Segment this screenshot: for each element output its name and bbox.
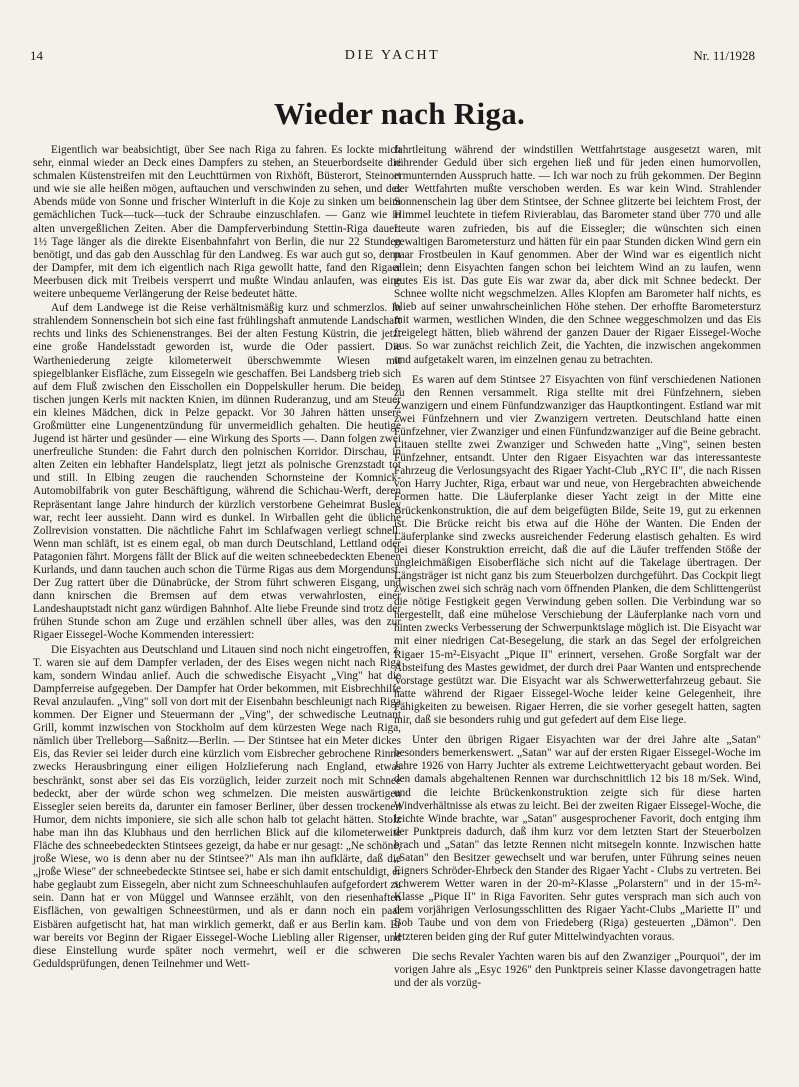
paragraph: Die sechs Revaler Yachten waren bis auf den Zwanziger „Pourquoi", der im vorigen Jahre als „Esyc 1926" den Punktpreis seiner Klasse davongetragen hatte und der als vorzüg- <box>394 950 761 989</box>
page-header <box>30 48 755 68</box>
page-number: 14 <box>30 48 43 63</box>
paragraph: Unter den übrigen Rigaer Eisyachten war der drei Jahre alte „Satan" besonders bemerkenswert. „Satan" war auf der ersten Rigaer Eissegel-Woche im Jahre 1926 von Harry Juchter als extreme Leichtwetteryacht gebaut worden. Bei den damals abgehaltenen Rennen war durchschnittlich 12 bis 18 m/Sek. Wind, und die leichte Brückenkonstruktion zeigte sich für diese harten Windverhältnisse als etwas zu leicht. Bei der zweiten Rigaer Eissegel-Woche, die leichte Winde brachte, war „Satan" ausgesprochener Favorit, doch entging ihm der Punktpreis dadurch, daß ihm kurz vor dem letzten Start der Steuerbolzen brach und „Satan" das letzte Rennen nicht mitsegeln konnte. Inzwischen hatte „Satan" den Besitzer gewechselt und war berufen, unter Führung seines neuen Eigners Schröder-Ehrbeck den Stander des Rigaer Yacht - Clubs zu vertreten. Bei schwerem Wetter waren in der 20-m²-Klasse „Polarstern" und in der 15-m²-Klasse „Pique II" in Riga Favoriten. Sehr gutes versprach man sich auch von dem vorjährigen Verlosungsschlitten des Rigaer Yacht-Clubs „Mariette II" und Bob Taube und von dem von Friedeberg (Riga) gesteuerten „Dämon". Den letzteren beiden ging der Ruf guter Mittelwindyachten voraus. <box>394 734 761 943</box>
paragraph: fahrtleitung während der windstillen Wettfahrtstage ausgesetzt waren, mit rührender Geduld über sich ergehen ließ und für jeden einen humorvollen, ermunternden Ausspruch hatte. — Ich war noch zu früh gekommen. Der Beginn der Wettfahrten mußte verschoben werden. Es war kein Wind. Strahlender Sonnenschein lag über dem Stintsee, der Schnee glitzerte bei leichtem Frost, der Himmel leuchtete in tiefem Rivierablau, das Barometer stand über 770 und alle Leute waren zufrieden, bis auf die Eissegler; die wünschten sich einen gewaltigen Barometersturz und hätten für ein paar Stunden dicken Wind gern ein paar Frostbeulen in Kauf genommen. Aber der Wind war es eigentlich nicht allein; denn Eisyachten fangen schon bei leichtem Wind an zu laufen, wenn gutes Eis ist. Das gute Eis war zwar da, aber dick mit Schnee bedeckt. Der Schnee wollte nicht wegschmelzen. Alles Klopfen am Barometer half nichts, es blieb auf seiner unwahrscheinlichen Höhe stehen. Der erhoffte Barometersturz mit warmen, westlichen Winden, die den Schnee weggeschmolzen und das Eis freigelegt hätten, blieb während der ganzen Dauer der Rigaer Eissegel-Woche aus. So war zunächst reichlich Zeit, die Yachten, die inzwischen angekommen und aufgetakelt waren, im einzelnen genau zu betrachten. <box>394 144 761 366</box>
right-column <box>394 144 761 990</box>
journal-name: DIE YACHT <box>344 48 441 63</box>
paragraph: Eigentlich war beabsichtigt, über See nach Riga zu fahren. Es lockte mich sehr, einmal wieder an Deck eines Dampfers zu stehen, an Steuerbordseite die schmalen Küstenstreifen mit den Leuchttürmen von Rixhöft, Büsterort, Steinort und wie sie alle heißen mögen, auftauchen und verschwinden zu sehen, und des Abends müde von Sonne und frischer Winterluft in die Koje zu sinken um beim gemächlichen Tuck—tuck—tuck der Schraube einzuschlafen. — Ganz wie in alten unvergeßlichen Zeiten. Aber die Dampferverbindung Stettin-Riga dauert 1½ Tage länger als die direkte Eisenbahnfahrt von Berlin, die nur 22 Stunden benötigt, und das gab den Ausschlag für den Landweg. Es war auch gut so, denn der Dampfer, mit dem ich eigentlich nach Riga gewollt hatte, fand den Rigaer Meerbusen dick mit Treibeis versperrt und mußte Windau anlaufen, was eine weitere unbequeme Verlängerung der Reise bedeutet hätte. <box>33 144 401 301</box>
issue-number: Nr. 11/1928 <box>693 48 755 63</box>
paragraph: Die Eisyachten aus Deutschland und Litauen sind noch nicht eingetroffen, z. T. waren sie auf dem Dampfer verladen, der des Eises wegen nicht nach Riga kam, sondern Windau anlief. Auch die schwedische Eisyacht „Ving" hat die Dampferreise aufgegeben. Der Dampfer hat Order bekommen, mit Eisbrechhilfe Reval anzulaufen. „Ving" soll von dort mit der Eisenbahn beschleunigt nach Riga kommen. Der Eigner und Steuermann der „Ving", der schwedische Leutnant Grill, kommt inzwischen von Stockholm auf dem kürzesten Wege nach Riga, nämlich über Trelleborg—Saßnitz—Berlin. — Der Stintsee hat ein Meter dickes Eis, das Revier sei leider durch eine kürzlich vom Eisbrecher gebrochene Rinne zwecks Herausbringung einer eiligen Holzlieferung nach England, etwas beschränkt, sonst aber sei das Eis vorzüglich, leider zurzeit noch mit Schnee bedeckt, aber der würde schon weg schmelzen. Die meisten auswärtigen Eissegler seien bereits da, darunter ein famoser Berliner, über dessen trockenen Humor, dem nichts imponiere, sie sich alle schon halb tot gelacht hätten. Stolz habe man ihn das Klubhaus und den herrlichen Blick auf die kilometerweite Fläche des schneebedeckten Stintsees gezeigt, da habe er nur gesagt: „Ne schöne, jroße Wiese, wo is denn aber nu der Stintsee?" Als man ihn aufklärte, daß die „jroße Wiese" der schneebedeckte Stintsee sei, habe er sich damit entschuldigt, er habe geglaubt zum Eissegeln, aber nicht zum Schneeschuhlaufen aufgefordert zu sein. Dann hat er von Müggel und Wannsee erzählt, von den riesenhaften Eisflächen, von gewaltigen Schneestürmen, und als er dann noch ein paar Eisbären aufgetischt hat, hat man wirklich gemerkt, daß er aus Berlin kam. Er war bereits vor Beginn der Rigaer Eissegel-Woche Liebling aller Rigenser, und diese Einstellung wurde später noch vermehrt, weil er die schweren Geduldsprüfungen, denen Teilnehmer und Wett- <box>33 643 401 970</box>
article-title: Wieder nach Riga. <box>273 96 526 131</box>
left-column <box>33 144 401 971</box>
paragraph: Es waren auf dem Stintsee 27 Eisyachten von fünf verschiedenen Nationen zu den Rennen versammelt. Riga stellte mit drei Fünfzehnern, sieben Zwanzigern und einem Fünfundzwanziger das Hauptkontingent. Estland war mit zwei Fünfzehnern und vier Zwanzigern vertreten. Deutschland hatte einen Fünfzehner, vier Zwanziger und einen Fünfundzwanziger auf die Beine gebracht. Litauen stellte zwei Zwanziger und Schweden hatte „Ving", seinen besten Fünfzehner, entsandt. Unter den Rigaer Eisyachten war das interessanteste Fahrzeug die Verlosungsyacht des Rigaer Yacht-Club „RYC II", die nach Rissen von Harry Juchter, Riga, erbaut war und neue, von Hergebrachten abweichende Formen hatte. Die Läuferplanke dieser Yacht zeigt in der Mitte eine Brückenkonstruktion, die auf dem beigefügten Bilde, Seite 19, gut zu erkennen ist. Die Brücke reicht bis etwa auf die Höhe der Wanten. Die Enden der Läuferplanke sind zwecks ausreichender Federung elastisch gehalten. Es wird bei dieser Konstruktion erreicht, daß die auf die Läufer treffenden Stöße der ungleichmäßigen Eisoberfläche sich nicht auf die Takelage übertragen. Der Längsträger ist nicht ganz bis zum Steuerbolzen durchgeführt. Das Cockpit liegt zwischen zwei sich schräg nach vorn öffnenden Planken, die dem Schlittengerüst die nötige Festigkeit gegen Verwindung geben sollen. Die Verbindung war so hergestellt, daß eine mühelose Verschiebung der Läuferplanke nach vorn und hinten zwecks Verbesserung der Schwerpunktslage möglich ist. Die Eisyacht war mit einer niedrigen Cat-Besegelung, die stark an das Segel der erfolgreichen Rigaer 15-m²-Eisyacht „Pique II" erinnert, versehen. Große Sorgfalt war der Absteifung des Mastes gewidmet, der durch drei Paar Wanten und entsprechende Vorstage gestützt war. Die Eisyacht war als Schwerwetterfahrzeug gebaut. Sie hatte während der Rigaer Eissegel-Woche leider keine Gelegenheit, ihre Fähigkeiten zu beweisen. Rigaer Herren, die sie vorher gesegelt hatten, sagten mir, daß sie besonders ruhig und gut gefedert auf dem Eise liege. <box>394 373 761 727</box>
paragraph: Auf dem Landwege ist die Reise verhältnismäßig kurz und schmerzlos. In strahlendem Sonnenschein bot sich eine fast frühlingshaft anmutende Landschaft rechts und links des Schienenstranges. Bei der alten Festung Küstrin, die jetzt eine große Handelsstadt geworden ist, wurde die Oder passiert. Die Wartheniederung zeigte kilometerweit überschwemmte Wiesen mit spiegelblanker Eisfläche, zum Eissegeln wie geschaffen. Bei Landsberg trieb sich auf dem Fluß zwischen den Eisschollen ein Doppelskuller herum. Die beiden tischen jungen Kerls mit nackten Knien, im dünnen Ruderanzug, und am Steuer ein kleines Mädchen, dick in Pelze gepackt. Vor 30 Jahren hätten unsere Großmütter eine Lungenentzündung für unvermeidlich gehalten. Die heutige Jugend ist härter und gesünder — eine Wirkung des Sports —. Dann folgen zwei unerfreuliche Stunden: die Fahrt durch den polnischen Korridor. Dirschau, in alten Zeiten ein lebhafter Handelsplatz, liegt jetzt als polnische Grenzstadt tot und still. In Elbing zeugen die rauchenden Schornsteine der Komnick-Automobilfabrik von guter Beschäftigung, während die Schichau-Werft, deren Repräsentant lange Jahre hindurch der kürzlich verstorbene Geheimrat Busley war, recht leer aussieht. Dann wird es dunkel. In Wirballen geht die übliche Zollrevision vonstatten. Die nächtliche Fahrt im Schlafwagen verliegt schnell. Wenn man schläft, ist es einem egal, ob man durch Deutschland, Lettland oder Patagonien fährt. Morgens fällt der Blick auf die weiten schneebedeckten Ebenen Kurlands, und dann tauchen auch schon die Türme Rigas aus dem Morgendunst. Der Zug rattert über die Dünabrücke, der Strom führt schweren Eisgang, und dann knirschen die Bremsen auf dem etwas verwahrlosten, einer Landeshauptstadt nicht ganz würdigen Bahnhof. Alte liebe Freunde sind trotz der frühen Stunde schon am Zuge und erzählen schnell über alles, was den zur Rigaer Eissegel-Woche Kommenden interessiert: <box>33 302 401 642</box>
